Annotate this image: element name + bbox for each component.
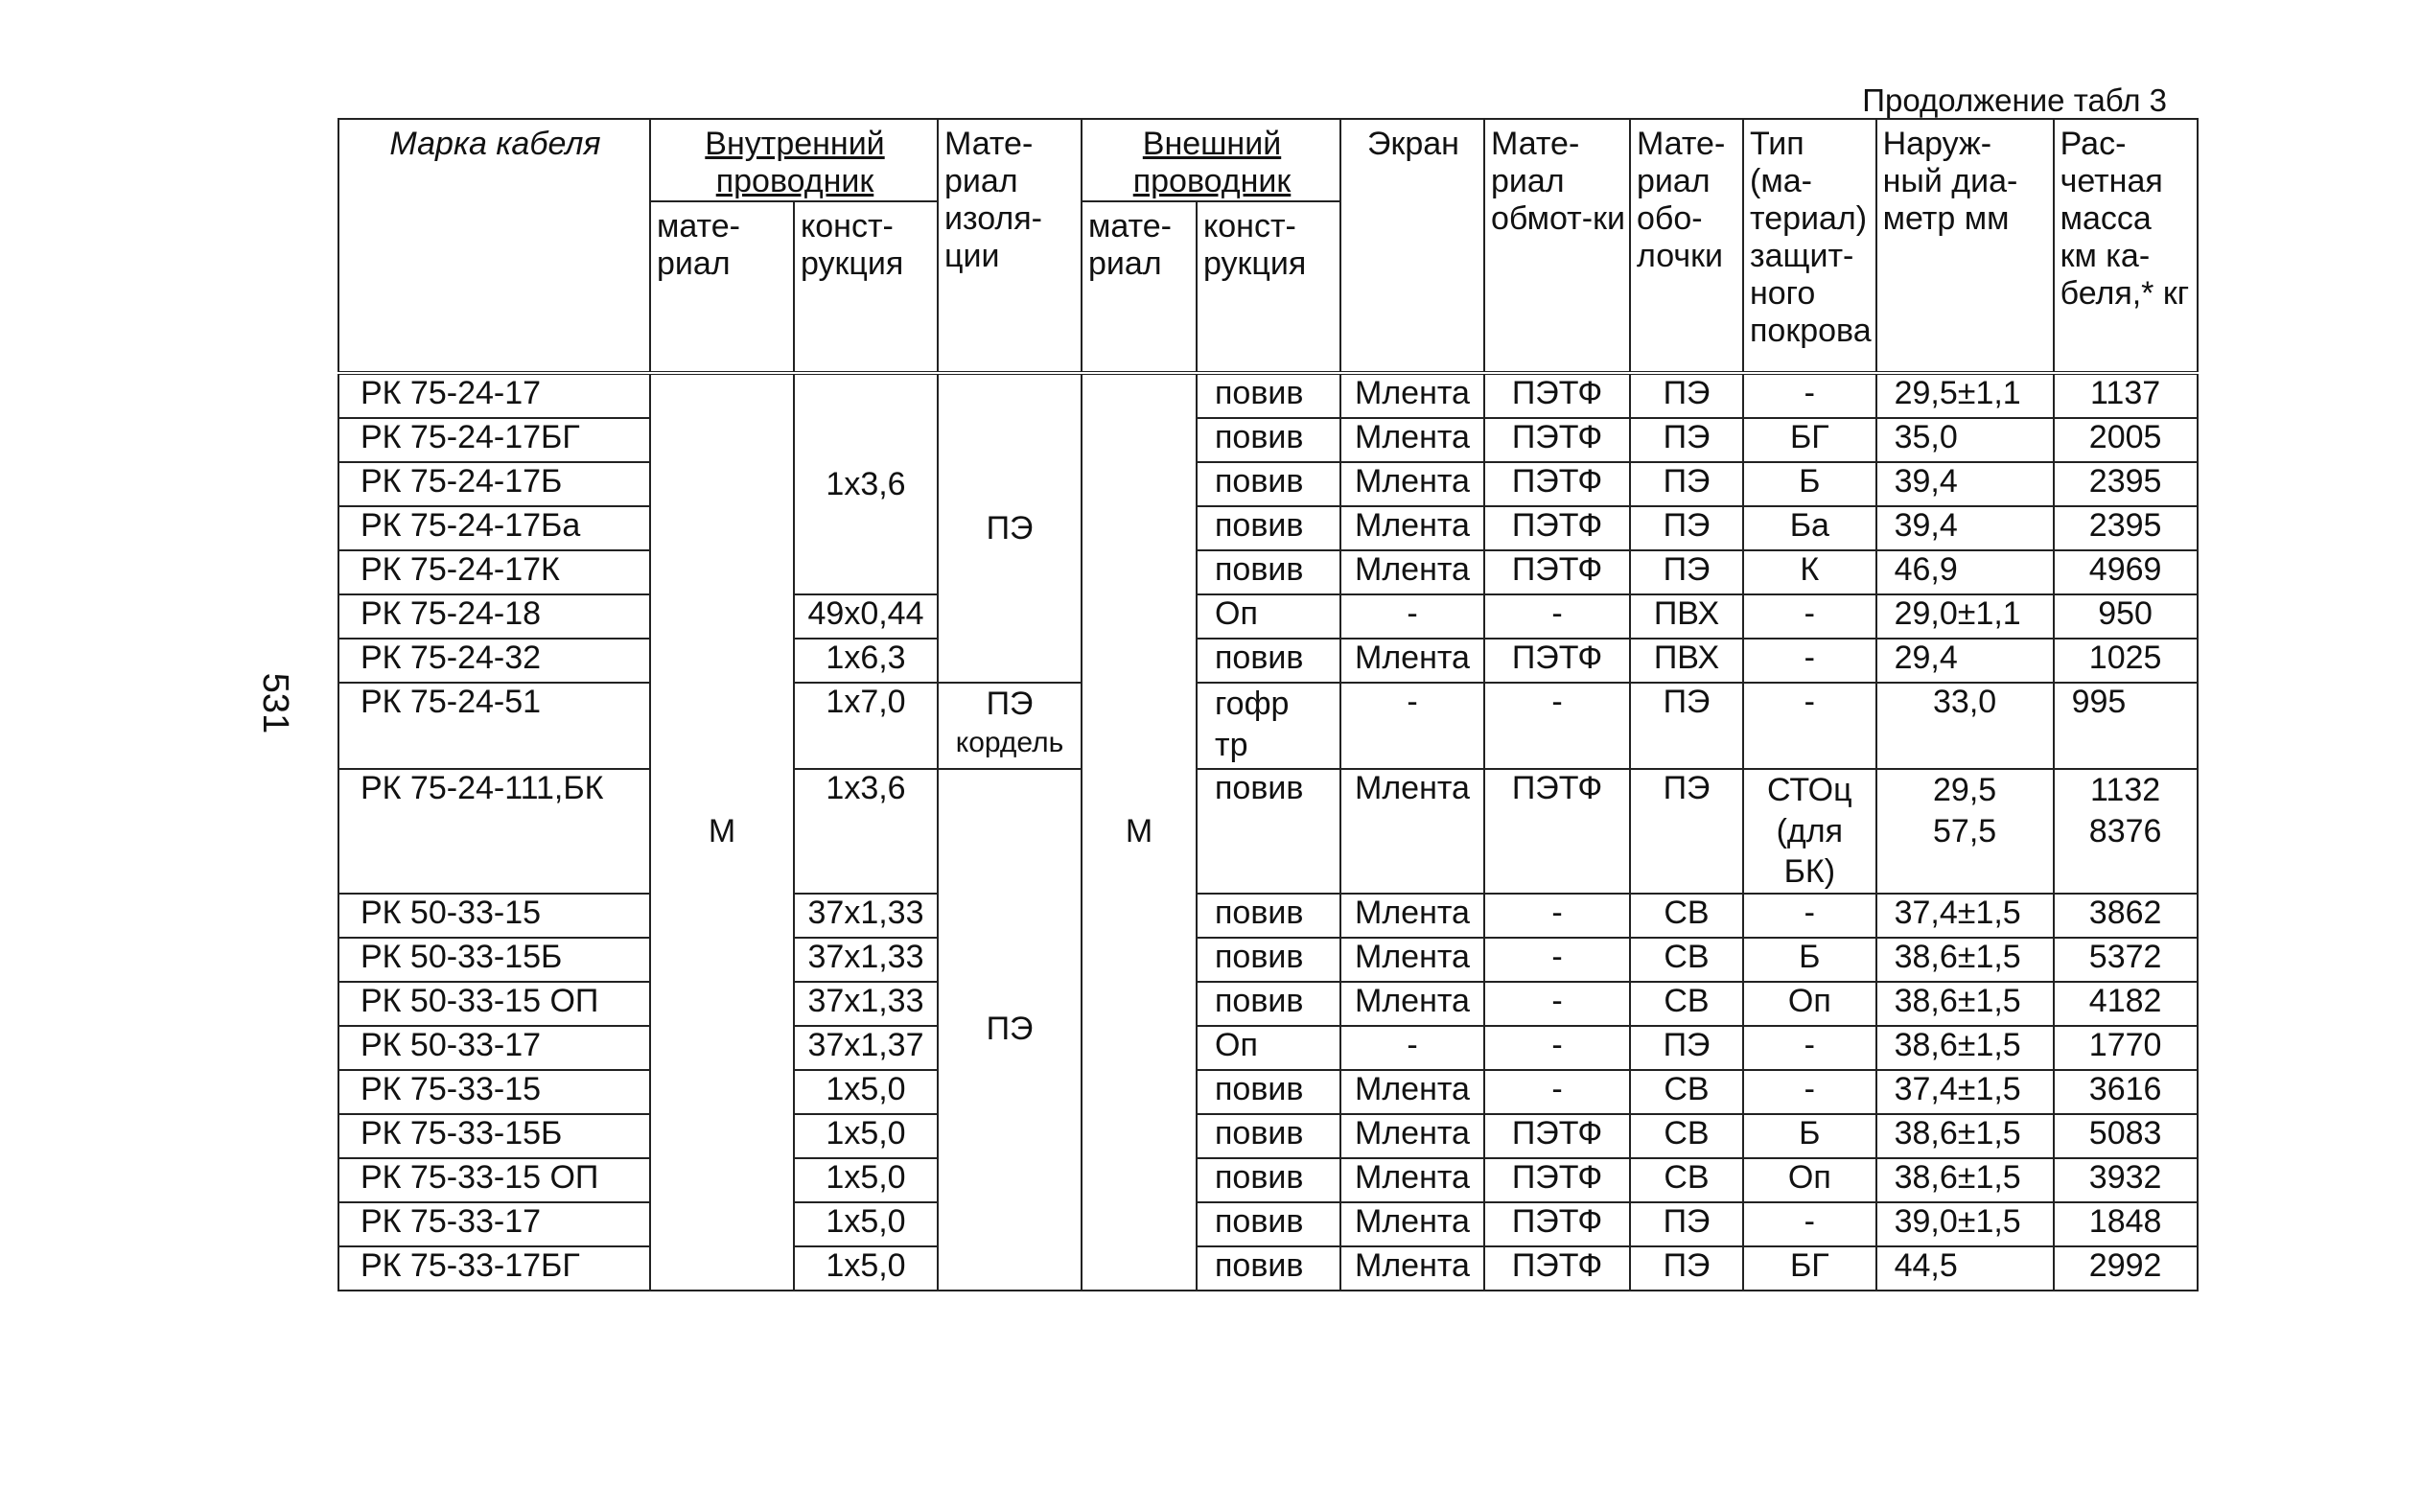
cable-specs-table — [338, 118, 2199, 1291]
cell-wrap: ПЭТФ — [1484, 1202, 1630, 1246]
cell-diameter: 35,0 — [1876, 418, 2054, 462]
cell-outer-construction: повив — [1197, 1158, 1340, 1202]
cell-screen: Mлента — [1340, 418, 1484, 462]
cell-marka: РК 50-33-15 ОП — [338, 982, 650, 1026]
cell-outer-construction: повив — [1197, 938, 1340, 982]
cell-diameter: 37,4±1,5 — [1876, 894, 2054, 938]
cell-mass: 1848 — [2054, 1202, 2198, 1246]
header-outer-construction: конст-рукция — [1197, 201, 1340, 373]
cell-marka: РК 50-33-15 — [338, 894, 650, 938]
cell-marka: РК 75-33-17БГ — [338, 1246, 650, 1291]
cell-diameter: 29,5±1,1 — [1876, 373, 2054, 418]
cell-outer-construction: повив — [1197, 982, 1340, 1026]
cell-wrap: - — [1484, 594, 1630, 639]
cell-screen: Mлента — [1340, 1158, 1484, 1202]
cell-marka: РК 75-24-17БГ — [338, 418, 650, 462]
table-row — [338, 1246, 2198, 1291]
cell-inner-construction: 37х1,37 — [794, 1026, 938, 1070]
cell-outer-construction: повив — [1197, 373, 1340, 418]
table-row — [338, 1114, 2198, 1158]
cell-cover: - — [1743, 1202, 1876, 1246]
header-outer-material: мате-риал — [1082, 201, 1197, 373]
cell-cover: - — [1743, 639, 1876, 683]
cell-wrap: ПЭТФ — [1484, 1158, 1630, 1202]
cell-screen: Mлента — [1340, 1114, 1484, 1158]
cell-marka: РК 75-33-17 — [338, 1202, 650, 1246]
cell-sheath: ПЭ — [1630, 1202, 1743, 1246]
cell-wrap: ПЭТФ — [1484, 769, 1630, 894]
cell-marka: РК 75-24-18 — [338, 594, 650, 639]
page-number: 531 — [255, 672, 296, 734]
cell-diameter: 38,6±1,5 — [1876, 1158, 2054, 1202]
cell-wrap: - — [1484, 982, 1630, 1026]
cell-mass: 1025 — [2054, 639, 2198, 683]
cell-cover: - — [1743, 894, 1876, 938]
cell-insulation: ПЭ кордель — [938, 683, 1082, 769]
cell-sheath: ПЭ — [1630, 769, 1743, 894]
cell-outer-construction: повив — [1197, 506, 1340, 550]
cell-cover: СТОц (для БК) — [1743, 769, 1876, 894]
cell-sheath: ПЭ — [1630, 373, 1743, 418]
header-screen: Экран — [1340, 119, 1484, 373]
cell-screen: Mлента — [1340, 769, 1484, 894]
cell-marka: РК 75-33-15 — [338, 1070, 650, 1114]
cell-outer-construction: повив — [1197, 1202, 1340, 1246]
cell-cover: - — [1743, 373, 1876, 418]
cell-wrap: ПЭТФ — [1484, 506, 1630, 550]
cell-mass: 5372 — [2054, 938, 2198, 982]
cell-screen: Mлента — [1340, 894, 1484, 938]
cell-marka: РК 75-33-15Б — [338, 1114, 650, 1158]
cell-marka: РК 75-24-17Б — [338, 462, 650, 506]
cell-mass: 950 — [2054, 594, 2198, 639]
cell-mass: 2395 — [2054, 506, 2198, 550]
cell-inner-construction: 37х1,33 — [794, 938, 938, 982]
cell-wrap: - — [1484, 938, 1630, 982]
cell-wrap: - — [1484, 683, 1630, 769]
cell-cover: - — [1743, 683, 1876, 769]
header-cover-type: Тип (ма-териал) защит-ного покрова — [1743, 119, 1876, 373]
cell-cover: - — [1743, 594, 1876, 639]
cell-mass: 4182 — [2054, 982, 2198, 1026]
cell-cover: Ба — [1743, 506, 1876, 550]
cell-diameter: 37,4±1,5 — [1876, 1070, 2054, 1114]
cell-sheath: ПЭ — [1630, 550, 1743, 594]
cell-diameter: 38,6±1,5 — [1876, 1114, 2054, 1158]
table-row — [338, 938, 2198, 982]
cell-diameter: 29,4 — [1876, 639, 2054, 683]
table-row — [338, 373, 2198, 418]
cell-outer-construction: повив — [1197, 462, 1340, 506]
table-row — [338, 550, 2198, 594]
header-marka: Марка кабеля — [338, 119, 650, 373]
cell-inner-construction: 1х5,0 — [794, 1158, 938, 1202]
cell-inner-construction: 1х5,0 — [794, 1114, 938, 1158]
cell-inner-construction: 1х5,0 — [794, 1246, 938, 1291]
cell-marka: РК 50-33-17 — [338, 1026, 650, 1070]
header-inner-construction: конст-рукция — [794, 201, 938, 373]
cell-screen: Mлента — [1340, 550, 1484, 594]
cell-diameter: 39,4 — [1876, 462, 2054, 506]
cell-inner-construction-merged: 1х3,6 — [794, 373, 938, 594]
cell-cover: Б — [1743, 462, 1876, 506]
cell-marka: РК 75-24-32 — [338, 639, 650, 683]
table-row — [338, 506, 2198, 550]
cell-outer-construction: гофр тр — [1197, 683, 1340, 769]
table-row — [338, 1026, 2198, 1070]
table-row — [338, 639, 2198, 683]
cell-inner-construction: 1х5,0 — [794, 1070, 938, 1114]
cell-sheath: ПВХ — [1630, 639, 1743, 683]
cell-wrap: ПЭТФ — [1484, 1246, 1630, 1291]
cell-outer-construction: повив — [1197, 550, 1340, 594]
cell-screen: Mлента — [1340, 1202, 1484, 1246]
cell-insulation-merged: ПЭ — [938, 769, 1082, 1291]
cell-mass: 1137 — [2054, 373, 2198, 418]
table-row — [338, 982, 2198, 1026]
cell-screen: - — [1340, 594, 1484, 639]
cell-marka: РК 75-24-51 — [338, 683, 650, 769]
cell-diameter: 39,4 — [1876, 506, 2054, 550]
cell-marka: РК 75-24-17К — [338, 550, 650, 594]
cell-wrap: - — [1484, 894, 1630, 938]
cell-outer-construction: повив — [1197, 418, 1340, 462]
table-row — [338, 462, 2198, 506]
cell-wrap: ПЭТФ — [1484, 373, 1630, 418]
cell-diameter: 38,6±1,5 — [1876, 938, 2054, 982]
table-row — [338, 594, 2198, 639]
cell-screen: Mлента — [1340, 373, 1484, 418]
cell-wrap: ПЭТФ — [1484, 418, 1630, 462]
table-row — [338, 894, 2198, 938]
cell-diameter: 38,6±1,5 — [1876, 1026, 2054, 1070]
cell-inner-construction: 37х1,33 — [794, 894, 938, 938]
cell-sheath: ПЭ — [1630, 506, 1743, 550]
cell-wrap: - — [1484, 1070, 1630, 1114]
cell-cover: К — [1743, 550, 1876, 594]
cell-outer-construction: Оп — [1197, 594, 1340, 639]
cell-screen: Mлента — [1340, 938, 1484, 982]
header-insulation: Мате-риал изоля-ции — [938, 119, 1082, 373]
cell-screen: Mлента — [1340, 982, 1484, 1026]
table-row — [338, 418, 2198, 462]
header-inner-material: мате-риал — [650, 201, 794, 373]
header-wrap-material: Мате-риал обмот-ки — [1484, 119, 1630, 373]
cell-mass: 2005 — [2054, 418, 2198, 462]
cell-sheath: СВ — [1630, 938, 1743, 982]
cell-wrap: - — [1484, 1026, 1630, 1070]
cell-cover: БГ — [1743, 1246, 1876, 1291]
cell-outer-construction: Оп — [1197, 1026, 1340, 1070]
cell-screen: Mлента — [1340, 639, 1484, 683]
cell-sheath: ПЭ — [1630, 1246, 1743, 1291]
header-inner-conductor: Внутренний проводник — [650, 119, 938, 201]
table-row — [338, 1202, 2198, 1246]
cell-mass: 1770 — [2054, 1026, 2198, 1070]
table-row — [338, 1070, 2198, 1114]
table-continuation-label: Продолжение табл 3 — [1862, 82, 2167, 118]
cell-cover: - — [1743, 1070, 1876, 1114]
cell-outer-construction: повив — [1197, 894, 1340, 938]
cell-wrap: ПЭТФ — [1484, 462, 1630, 506]
cell-outer-construction: повив — [1197, 1114, 1340, 1158]
cell-sheath: СВ — [1630, 1114, 1743, 1158]
cell-inner-construction: 1х3,6 — [794, 769, 938, 894]
cell-screen: Mлента — [1340, 462, 1484, 506]
cell-sheath: ПЭ — [1630, 683, 1743, 769]
cell-diameter: 29,0±1,1 — [1876, 594, 2054, 639]
cell-diameter: 46,9 — [1876, 550, 2054, 594]
header-sheath-material: Мате-риал обо-лочки — [1630, 119, 1743, 373]
cell-inner-construction: 37х1,33 — [794, 982, 938, 1026]
cell-mass: 4969 — [2054, 550, 2198, 594]
cell-cover: - — [1743, 1026, 1876, 1070]
cell-sheath: ПЭ — [1630, 418, 1743, 462]
cell-marka: РК 75-33-15 ОП — [338, 1158, 650, 1202]
cell-marka: РК 75-24-17Ба — [338, 506, 650, 550]
cell-outer-material-merged: М — [1082, 373, 1197, 1291]
cell-cover: Оп — [1743, 1158, 1876, 1202]
cell-mass: 3616 — [2054, 1070, 2198, 1114]
cell-sheath: ПЭ — [1630, 462, 1743, 506]
cell-diameter: 38,6±1,5 — [1876, 982, 2054, 1026]
table-row — [338, 1158, 2198, 1202]
cell-mass: 5083 — [2054, 1114, 2198, 1158]
cell-wrap: ПЭТФ — [1484, 550, 1630, 594]
cell-cover: Б — [1743, 938, 1876, 982]
cell-screen: - — [1340, 683, 1484, 769]
cell-mass: 1132 8376 — [2054, 769, 2198, 894]
cell-mass: 2992 — [2054, 1246, 2198, 1291]
cell-inner-construction: 49х0,44 — [794, 594, 938, 639]
cell-sheath: СВ — [1630, 1158, 1743, 1202]
cell-insulation-merged: ПЭ — [938, 373, 1082, 683]
cell-screen: Mлента — [1340, 1070, 1484, 1114]
header-outer-diameter: Наруж-ный диа-метр мм — [1876, 119, 2054, 373]
cell-diameter: 33,0 — [1876, 683, 2054, 769]
table-row — [338, 683, 2198, 769]
cell-cover: БГ — [1743, 418, 1876, 462]
cell-cover: Б — [1743, 1114, 1876, 1158]
cell-inner-construction: 1х7,0 — [794, 683, 938, 769]
cell-marka: РК 50-33-15Б — [338, 938, 650, 982]
cell-mass: 3932 — [2054, 1158, 2198, 1202]
cell-diameter: 29,5 57,5 — [1876, 769, 2054, 894]
cell-outer-construction: повив — [1197, 639, 1340, 683]
cell-diameter: 44,5 — [1876, 1246, 2054, 1291]
header-mass: Рас-четная масса км ка-беля,* кг — [2054, 119, 2198, 373]
cell-wrap: ПЭТФ — [1484, 639, 1630, 683]
cell-screen: Mлента — [1340, 506, 1484, 550]
cell-sheath: СВ — [1630, 982, 1743, 1026]
cell-screen: Mлента — [1340, 1246, 1484, 1291]
cell-wrap: ПЭТФ — [1484, 1114, 1630, 1158]
cell-cover: Оп — [1743, 982, 1876, 1026]
cell-screen: - — [1340, 1026, 1484, 1070]
cell-mass: 995 — [2054, 683, 2198, 769]
cell-sheath: ПВХ — [1630, 594, 1743, 639]
cell-sheath: СВ — [1630, 1070, 1743, 1114]
cell-mass: 3862 — [2054, 894, 2198, 938]
cell-sheath: ПЭ — [1630, 1026, 1743, 1070]
cell-inner-construction: 1х5,0 — [794, 1202, 938, 1246]
cell-marka: РК 75-24-17 — [338, 373, 650, 418]
cell-inner-construction: 1х6,3 — [794, 639, 938, 683]
cell-outer-construction: повив — [1197, 1246, 1340, 1291]
cell-outer-construction: повив — [1197, 1070, 1340, 1114]
cell-marka: РК 75-24-111,БК — [338, 769, 650, 894]
cell-diameter: 39,0±1,5 — [1876, 1202, 2054, 1246]
table-row — [338, 769, 2198, 894]
header-outer-conductor: Внешний проводник — [1082, 119, 1340, 201]
cell-mass: 2395 — [2054, 462, 2198, 506]
cell-inner-material-merged: М — [650, 373, 794, 1291]
cell-outer-construction: повив — [1197, 769, 1340, 894]
cell-sheath: СВ — [1630, 894, 1743, 938]
